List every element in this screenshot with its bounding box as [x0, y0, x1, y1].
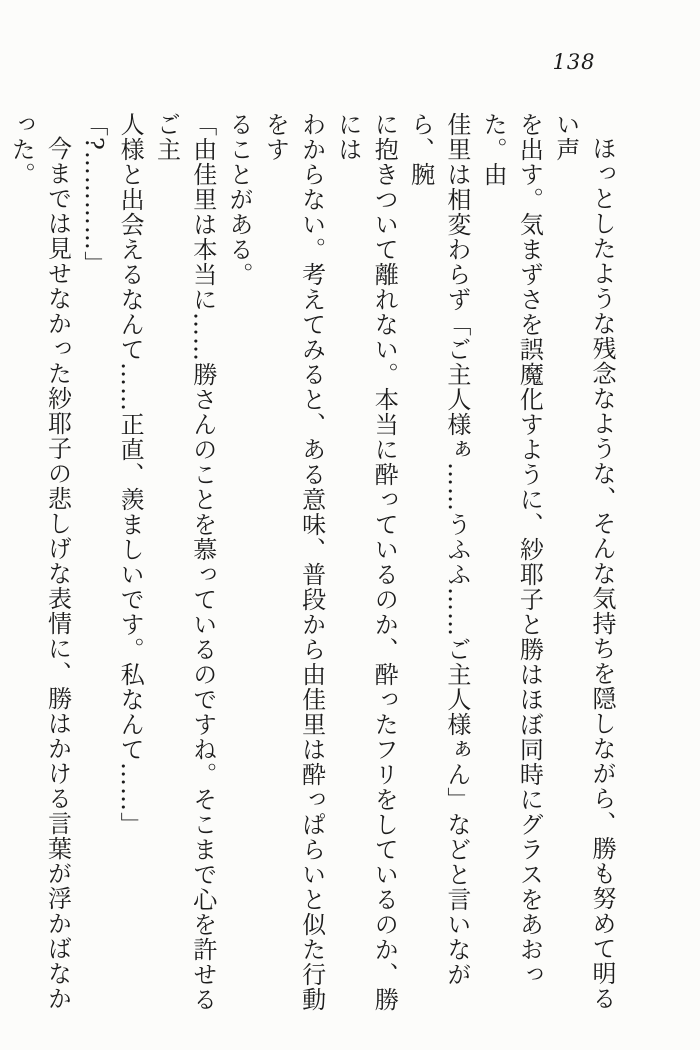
page-text: [0, 112, 620, 1024]
text-line: 「由佳里は本当に……勝さんのことを慕っているのですね。そこまで心を許せるご主: [152, 112, 217, 1012]
text-line: 「?…………」: [79, 112, 108, 276]
page-number: 138: [552, 50, 596, 74]
text-line: に抱きついて離れない。本当に酔っているのか、酔ったフリをしているのか、勝には: [333, 112, 399, 1012]
text-line: ることがある。: [225, 112, 254, 287]
text-line: を出す。気まずさを誤魔化すように、紗耶子と勝はほぼ同時にグラスをあおった。由: [479, 112, 544, 987]
text-line: ほっとしたような残念なような、そんな気持ちを隠しながら、勝も努めて明るい声: [551, 112, 616, 1011]
text-line: 今までは見せなかった紗耶子の悲しげな表情に、勝はかける言葉が浮かばなかった。: [7, 112, 72, 1011]
text-line: 人様と出会えるなんて……正直、羨ましいです。私なんて……」: [116, 112, 145, 837]
text-line: わからない。考えてみると、ある意味、普段から由佳里は酔っぱらいと似た行動をす: [261, 112, 326, 1012]
text-line: 佳里は相変わらず「ご主人様ぁ……うふふ……ご主人様ぁん」などと言いながら、腕: [406, 112, 471, 987]
text-line: [0, 112, 3, 1024]
